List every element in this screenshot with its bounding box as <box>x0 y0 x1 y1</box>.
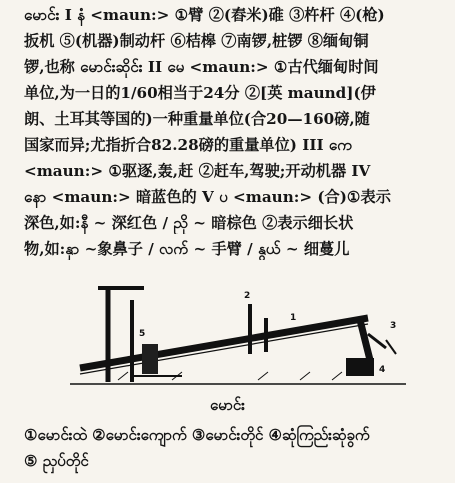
entry-line: 扳机 ⑤(机器)制动杆 ⑥桔槔 ⑦南锣,桩锣 ⑧缅甸铜 <box>24 32 369 50</box>
entry-line: 物,如:နှာ ~象鼻子 / လက် ~ 手臂 / နွယ် ~ 细蔓儿 <box>24 240 350 258</box>
figure-legend-line: ①မောင်းထဲ ②မောင်းကျောက် ③မောင်းတိုင် ④ဆုံကြည်းဆုံခွက် <box>24 426 370 444</box>
figure-legend-line: ⑤ ညှပ်တိုင် <box>24 452 89 470</box>
label-2: 2 <box>244 291 251 301</box>
label-3: 3 <box>390 321 397 331</box>
label-1: 1 <box>290 313 297 323</box>
label-5: 5 <box>139 329 146 339</box>
entry-line: 单位,为一日的1/60相当于24分 ②[英 maund](伊 <box>24 84 376 102</box>
entry-line: <maun:> ①驱逐,轰,赶 ②赶车,驾驶;开动机器 IV <box>24 162 371 180</box>
entry-line: 国家而异;尤指折合82.28磅的重量单位) III ကေ <box>24 136 352 154</box>
entry-line: မောင်း I နံ <maun:> ①臂 ②(舂米)碓 ③杵杆 ④(枪) <box>24 6 385 24</box>
entry-line: 朗、土耳其等国的)一种重量单位(合20—160磅,随 <box>24 110 370 128</box>
entry-line: နော <maun:> 暗蓝色的 V ပ <maun:> (合)①表示 <box>24 188 391 206</box>
entry-line: 深色,如:နီ ~ 深红色 / ညို ~ 暗棕色 ②表示细长状 <box>24 214 354 232</box>
entry-line: 锣,也称 မောင်းဆိုင်း II မေ <maun:> ①古代缅甸时间 <box>24 58 379 76</box>
label-4: 4 <box>379 365 386 375</box>
rice-pounder-illustration <box>68 284 408 390</box>
figure-caption: မောင်း <box>209 396 245 414</box>
